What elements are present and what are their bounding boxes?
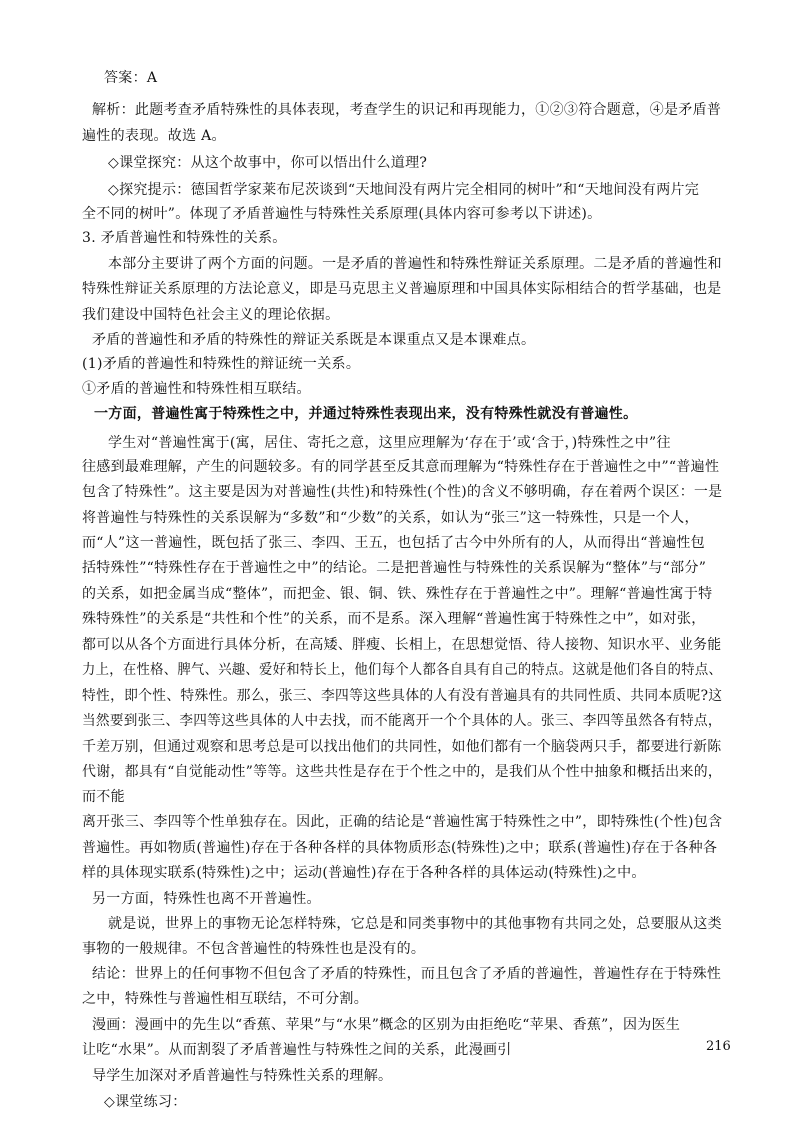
text-line: 殊特殊性”的关系是“共性和个性”的关系，而不是系。深入理解“普遍性寓于特殊性之中”，如对张， — [82, 611, 706, 627]
text-line: 事物的一般规律。不包含普遍性的特殊性也是没有的。 — [82, 941, 426, 957]
text-line: 普遍性。再如物质(普遍性)存在于各种各样的具体物质形态(特殊性)之中；联系(普遍性)存在于各种各 — [82, 840, 718, 856]
text-line: 我们建设中国特色社会主义的理论依据。 — [82, 307, 340, 323]
text-line: ◇探究提示：德国哲学家莱布尼茨谈到“天地间没有两片完全相同的树叶”和“天地间没有两片完 — [108, 182, 700, 198]
text-line: 本部分主要讲了两个方面的问题。一是矛盾的普遍性和特殊性辩证关系原理。二是矛盾的普遍性和 — [108, 256, 722, 272]
key-statement: 一方面，普遍性寓于特殊性之中，并通过特殊性表现出来，没有特殊性就没有普遍性。 — [94, 406, 638, 422]
text-line: 导学生加深对矛盾普遍性与特殊性关系的理解。 — [92, 1068, 393, 1084]
text-line: 代谢，都具有“自觉能动性”等等。这些共性是存在于个性之中的，是我们从个性中抽象和概括出来的， — [82, 764, 723, 780]
subheading: ①矛盾的普遍性和特殊性相互联结。 — [82, 381, 311, 397]
text-line: 漫画：漫画中的先生以“香蕉、苹果”与“水果”概念的区别为由拒绝吃“苹果、香蕉”，因为医生 — [92, 1017, 681, 1033]
text-line: 矛盾的普遍性和矛盾的特殊性的辩证关系既是本课重点又是本课难点。 — [92, 332, 536, 348]
section-heading: 3. 矛盾普遍性和特殊性的关系。 — [82, 230, 287, 246]
text-line: 当然要到张三、李四等这些具体的人中去找，而不能离开一个个具体的人。张三、李四等虽然各有特点， — [82, 713, 722, 729]
page-number: 216 — [706, 1039, 731, 1054]
text-line: 离开张三、李四等个性单独存在。因此，正确的结论是“普遍性寓于特殊性之中”，即特殊性(个性)包含 — [82, 814, 723, 830]
text-line: ◇课堂练习： — [104, 1094, 187, 1110]
text-line: 让吃“水果”。从而割裂了矛盾普遍性与特殊性之间的关系，此漫画引 — [82, 1042, 512, 1058]
text-line: 解析：此题考查矛盾特殊性的具体表现，考查学生的识记和再现能力，①②③符合题意，④是矛盾普 — [92, 102, 722, 118]
text-line: 而“人”这一普遍性，既包括了张三、李四、王五，也包括了古今中外所有的人，从而得出“普遍性包 — [82, 535, 705, 551]
text-line: 遍性的表现。故选 A。 — [82, 128, 226, 144]
text-line: 都可以从各个方面进行具体分析，在高矮、胖瘦、长相上，在思想觉悟、待人接物、知识水平、业务能 — [82, 637, 722, 653]
text-line: 样的具体现实联系(特殊性)之中；运动(普遍性)存在于各种各样的具体运动(特殊性)之中。 — [82, 865, 646, 881]
text-line: 之中，特殊性与普遍性相互联结，不可分割。 — [82, 991, 368, 1007]
text-line: 的关系，如把金属当成“整体”，而把金、银、铜、铁、殊性存在于普遍性之中”。理解“普遍性寓于特 — [82, 586, 713, 602]
text-line: 往感到最难理解，产生的问题较多。有的同学甚至反其意而理解为“特殊性存在于普遍性之中”“普遍性 — [82, 459, 720, 475]
text-line: 全不同的树叶”。体现了矛盾普遍性与特殊性关系原理(具体内容可参考以下讲述)。 — [82, 206, 602, 222]
text-line: 另一方面，特殊性也离不开普遍性。 — [92, 891, 321, 907]
text-line: ◇课堂探究：从这个故事中，你可以悟出什么道理? — [108, 155, 428, 171]
text-line: 千差万别，但通过观察和思考总是可以找出他们的共同性，如他们都有一个脑袋两只手，都要进行新陈 — [82, 739, 722, 755]
text-line: 特性，即个性、特殊性。那么，张三、李四等这些具体的人有没有普遍具有的共同性质、共同本质呢?这 — [82, 688, 723, 704]
text-line: 答案：A — [104, 70, 158, 86]
text-line: 特殊性辩证关系原理的方法论意义，即是马克思主义普遍原理和中国具体实际相结合的哲学基础，也是 — [82, 281, 722, 297]
text-line: 而不能 — [82, 789, 125, 805]
text-line: 括特殊性”“特殊性存在于普遍性之中”的结论。二是把普遍性与特殊性的关系误解为“整体”与“部分” — [82, 560, 707, 576]
text-line: 学生对“普遍性寓于(寓，居住、寄托之意，这里应理解为‘存在于’或‘含于，)特殊性之中”往 — [108, 435, 671, 451]
text-line: 包含了特殊性”。这主要是因为对普遍性(共性)和特殊性(个性)的含义不够明确，存在着两个误区：一是 — [82, 484, 723, 500]
text-line: 结论：世界上的任何事物不但包含了矛盾的特殊性，而且包含了矛盾的普遍性，普遍性存在于特殊性 — [92, 966, 722, 982]
text-line: 力上，在性格、脾气、兴趣、爱好和特长上，他们每个人都各自具有自己的特点。这就是他们各自的特点、 — [82, 662, 723, 678]
text-line: 就是说，世界上的事物无论怎样特殊，它总是和同类事物中的其他事物有共同之处，总要服从这类 — [108, 916, 722, 932]
subheading: (1)矛盾的普遍性和特殊性的辩证统一关系。 — [82, 356, 361, 372]
text-line: 将普遍性与特殊性的关系误解为“多数”和“少数”的关系，如认为“张三”这一特殊性，只是一个人， — [82, 510, 699, 526]
